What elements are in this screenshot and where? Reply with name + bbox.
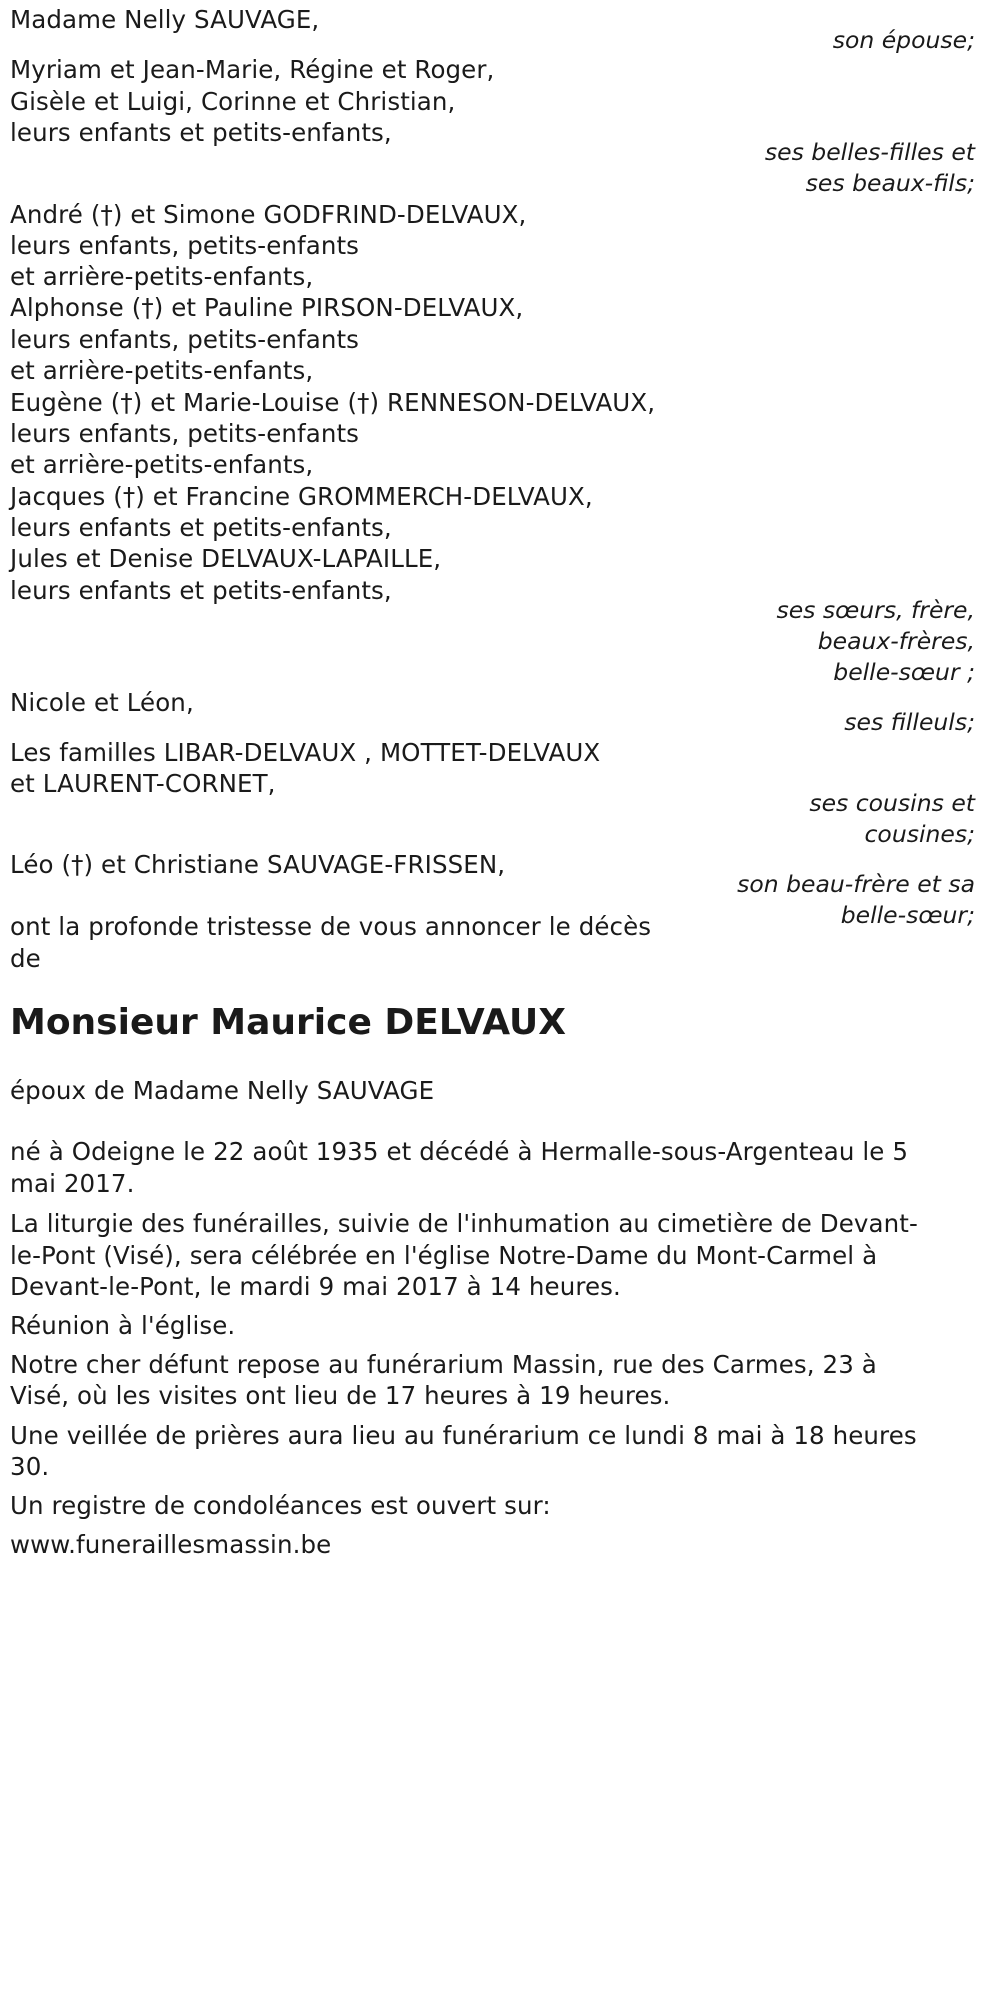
spouse-name: Madame Nelly SAUVAGE, xyxy=(10,5,320,34)
spouse-role: son épouse; xyxy=(832,26,975,54)
details-line: mai 2017. xyxy=(10,1169,135,1198)
siblings-line: et arrière-petits-enfants, xyxy=(10,450,314,479)
inlaws-role: son beau-frère et sa xyxy=(737,870,975,898)
details-line: La liturgie des funérailles, suivie de l'inhumation au cimetière de Devant- xyxy=(10,1209,918,1238)
siblings-role: belle-sœur ; xyxy=(833,658,975,686)
siblings-line: Jacques (†) et Francine GROMMERCH-DELVAUX, xyxy=(10,482,593,511)
siblings-line: leurs enfants et petits-enfants, xyxy=(10,576,392,605)
children-line: leurs enfants et petits-enfants, xyxy=(10,118,392,147)
inlaws: Léo (†) et Christiane SAUVAGE-FRISSEN, xyxy=(10,850,506,879)
siblings-line: et arrière-petits-enfants, xyxy=(10,356,314,385)
details-line: Visé, où les visites ont lieu de 17 heures à 19 heures. xyxy=(10,1381,671,1410)
cousins-role: ses cousins et xyxy=(809,789,975,817)
website-link[interactable]: www.funeraillesmassin.be xyxy=(10,1530,332,1559)
announcement-line: ont la profonde tristesse de vous annoncer le décès xyxy=(10,912,652,941)
announcement-line: de xyxy=(10,944,41,973)
cousins-role: cousines; xyxy=(864,820,975,848)
cousins-line: Les familles LIBAR-DELVAUX , MOTTET-DELVAUX xyxy=(10,738,601,767)
siblings-line: Alphonse (†) et Pauline PIRSON-DELVAUX, xyxy=(10,293,524,322)
children-line: Myriam et Jean-Marie, Régine et Roger, xyxy=(10,55,495,84)
inlaws-role: belle-sœur; xyxy=(840,901,975,929)
children-line: Gisèle et Luigi, Corinne et Christian, xyxy=(10,87,456,116)
siblings-line: leurs enfants, petits-enfants xyxy=(10,325,360,354)
siblings-role: ses sœurs, frère, xyxy=(776,596,975,624)
siblings-line: et arrière-petits-enfants, xyxy=(10,262,314,291)
details-line: né à Odeigne le 22 août 1935 et décédé à Hermalle-sous-Argenteau le 5 xyxy=(10,1137,909,1166)
children-role: ses belles-filles et xyxy=(764,138,975,166)
deceased-name: Monsieur Maurice DELVAUX xyxy=(10,1002,567,1043)
godchildren: Nicole et Léon, xyxy=(10,688,194,717)
siblings-line: Eugène (†) et Marie-Louise (†) RENNESON-DELVAUX, xyxy=(10,388,656,417)
children-role: ses beaux-fils; xyxy=(805,169,975,197)
siblings-line: leurs enfants, petits-enfants xyxy=(10,419,360,448)
details-line: 30. xyxy=(10,1452,50,1481)
siblings-role: beaux-frères, xyxy=(817,627,975,655)
siblings-line: leurs enfants et petits-enfants, xyxy=(10,513,392,542)
cousins-line: et LAURENT-CORNET, xyxy=(10,769,276,798)
siblings-line: Jules et Denise DELVAUX-LAPAILLE, xyxy=(10,544,442,573)
siblings-line: leurs enfants, petits-enfants xyxy=(10,231,360,260)
details-line: le-Pont (Visé), sera célébrée en l'église Notre-Dame du Mont-Carmel à xyxy=(10,1241,878,1270)
details-line: Notre cher défunt repose au funérarium Massin, rue des Carmes, 23 à xyxy=(10,1350,877,1379)
details-line: Une veillée de prières aura lieu au funérarium ce lundi 8 mai à 18 heures xyxy=(10,1421,917,1450)
deceased-spouse: époux de Madame Nelly SAUVAGE xyxy=(10,1076,435,1105)
siblings-line: André (†) et Simone GODFRIND-DELVAUX, xyxy=(10,200,527,229)
details-line: Devant-le-Pont, le mardi 9 mai 2017 à 14 heures. xyxy=(10,1272,621,1301)
godchildren-role: ses filleuls; xyxy=(844,708,975,736)
details-line: Réunion à l'église. xyxy=(10,1311,236,1340)
details-line: Un registre de condoléances est ouvert sur: xyxy=(10,1491,551,1520)
